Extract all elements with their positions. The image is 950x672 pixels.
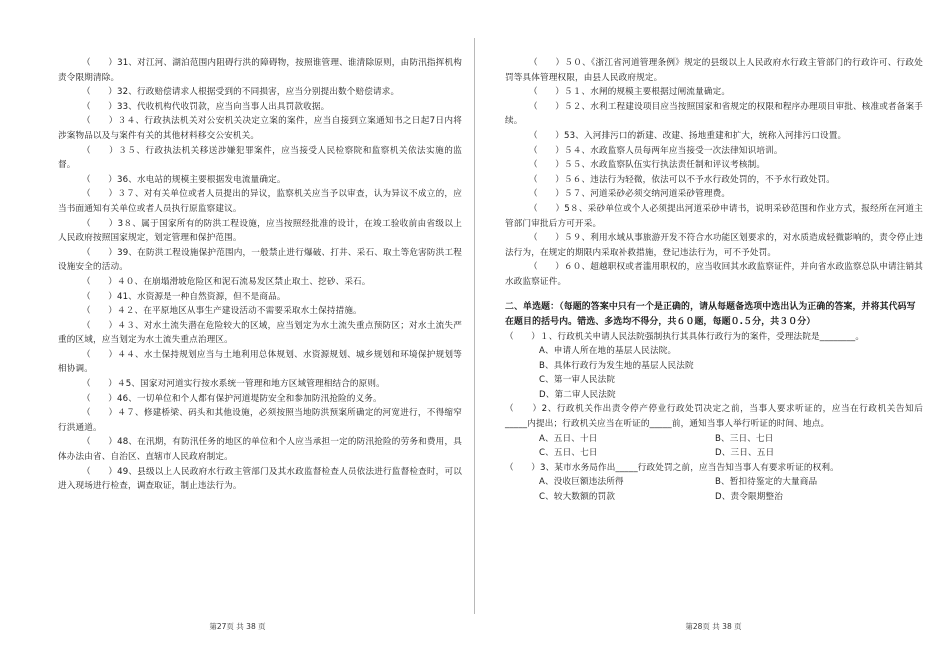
question-38: （ ）3８、属于国家所有的防洪工程设施，应当按照经批准的设计，在竣工验收前由省级以上人民政府按照国家规定，划定管理和保护范围。 xyxy=(58,218,462,244)
question-33: （ ）33、代收机构代收罚款，应当向当事人出具罚款收据。 xyxy=(82,101,330,112)
mc3-option-b: B、暂扣待鉴定的大量商品 xyxy=(715,477,818,488)
question-39: （ ）39、在防洪工程设施保护范围内，一般禁止进行爆破、打井、采石、取土等危害防洪工程设施安全的活动。 xyxy=(58,247,462,273)
mc2-option-c: C、五日、七日 xyxy=(539,448,598,459)
mc1-option-c: C、第一审人民法院 xyxy=(539,375,616,386)
question-53: （ ）53、入河排污口的新建、改建、扬地重建和扩大，统称入河排污口设置。 xyxy=(529,130,847,141)
question-57: （ ）５７、河道采砂必须交纳河道采砂管理费。 xyxy=(529,189,731,200)
mc2-option-a: A、五日、十日 xyxy=(539,433,598,444)
mc1-option-b: B、具体行政行为发生地的基层人民法院 xyxy=(539,360,694,371)
question-41: （ ）41、水资源是一种自然资源，但不是商品。 xyxy=(82,291,286,302)
question-50: （ ）５０、《浙江省河道管理条例》规定的县级以上人民政府水行政主管部门的行政许可、行政处罚等具体管理权限，由县人民政府规定。 xyxy=(505,58,923,83)
question-42: （ ）４２、在平原地区从事生产建设活动不需要采取水土保持措施。 xyxy=(82,306,362,317)
question-35: （ ）３５、行政执法机关移送涉嫌犯罪案件，应当接受人民检察院和监察机关依法实施的监督。 xyxy=(58,145,462,171)
question-52: （ ）５２、水利工程建设项目应当按照国家和省规定的权限和程序办理项目审批、核准或者备案手续。 xyxy=(505,101,923,127)
mc3-option-a: A、没收巨额违法所得 xyxy=(539,477,624,488)
mc2-options-row-2 xyxy=(539,446,923,461)
mc2-option-b: B、三日、七日 xyxy=(715,433,774,444)
question-55: （ ）５５、水政监察队伍实行执法责任制和评议考核制。 xyxy=(529,160,766,171)
question-49: （ ）49、县级以上人民政府水行政主管部门及其水政监督检查人员依法进行监督检查时，可以进入现场进行检查，调查取证，制止违法行为。 xyxy=(58,466,462,492)
question-59: （ ）５９、利用水域从事旅游开发不符合水功能区划要求的，对水质造成轻微影响的，责令停止违法行为，在规定的期限内采取补救措施，登记违法行为，可不予处罚。 xyxy=(505,233,923,258)
right-page xyxy=(477,0,950,672)
right-page-content xyxy=(505,56,923,505)
page-number-left: 第27页 共 38 页 xyxy=(209,622,266,631)
mc2-options-row-1 xyxy=(539,432,923,447)
mc3-option-c: C、较大数额的罚款 xyxy=(539,492,616,503)
mc-question-2: （ ）2、行政机关作出责令停产停业行政处罚决定之前，当事人要求听证的，应当在行政机关告知后_____内提出；行政机关应当在听证的_____前，通知当事人举行听证的时间、地点。 xyxy=(505,404,923,430)
mc3-options-row-1 xyxy=(539,475,923,490)
question-46: （ ）46、一切单位和个人都有保护河道堤防安全和参加防汛抢险的义务。 xyxy=(82,393,382,404)
mc-question-1: （ ）１、行政机关申请人民法院强制执行其具体行政行为的案件，受理法院是________。 xyxy=(505,331,865,342)
section-title-single-choice: 二、单选题：（每题的答案中只有一个是正确的，请从每题备选项中选出认为正确的答案，并将其代码写在题目的括号内。错选、多选均不得分，共６０题，每题０.５分，共３０分） xyxy=(505,301,916,327)
mc3-options-row-2 xyxy=(539,490,923,505)
question-51: （ ）５１、水闸的规模主要根据过闸流量确定。 xyxy=(529,87,731,98)
question-48: （ ）48、在汛期，有防汛任务的地区的单位和个人应当承担一定的防汛抢险的劳务和费用，具体办法由省、自治区、直辖市人民政府制定。 xyxy=(58,437,462,463)
page-divider xyxy=(474,38,475,614)
question-34: （ ）３４、行政执法机关对公安机关决定立案的案件，应当自接到立案通知书之日起7日内将涉案物品以及与案件有关的其他材料移交公安机关。 xyxy=(58,116,462,141)
question-37: （ ）３７、对有关单位或者人员提出的异议，监察机关应当予以审查，认为异议不成立的，应当书面通知有关单位或者人员执行原监察建议。 xyxy=(58,189,462,214)
mc1-option-a: A、申请人所在地的基层人民法院。 xyxy=(539,346,677,357)
left-page-content xyxy=(58,56,462,494)
question-32: （ ）32、行政赔偿请求人根据受到的不同损害，应当分别提出数个赔偿请求。 xyxy=(82,87,400,98)
question-44: （ ）４４、水土保持规划应当与土地利用总体规划、水资源规划、城乡规划和环境保护规划等相协调。 xyxy=(58,349,462,375)
question-43: （ ）４３、对水土流失潜在危险较大的区域，应当划定为水土流失重点预防区；对水土流失严重的区域，应当划定为水土流失重点治理区。 xyxy=(58,320,462,346)
question-40: （ ）４０、在崩塌滑坡危险区和泥石流易发区禁止取土、挖砂、采石。 xyxy=(82,276,371,287)
page-number-right: 第28页 共 38 页 xyxy=(685,622,742,631)
question-60: （ ）６０、超越职权或者滥用职权的，应当收回其水政监察证件，并向省水政监察总队申请注销其水政监察证件。 xyxy=(505,262,923,287)
question-36: （ ）36、水电站的规模主要根据发电流量确定。 xyxy=(82,174,286,185)
mc-question-3: （ ）3、某市水务局作出_____行政处罚之前，应当告知当事人有要求听证的权利。 xyxy=(505,462,839,473)
question-45: （ ）４5、国家对河道实行按水系统一管理和地方区域管理相结合的原则。 xyxy=(82,379,385,390)
question-54: （ ）５４、水政监察人员每两年应当接受一次法律知识培训。 xyxy=(529,145,783,156)
question-58: （ ）5８、采砂单位或个人必须提出河道采砂申请书，说明采砂范围和作业方式，报经所在河道主管部门审批后方可开采。 xyxy=(505,203,923,229)
question-31: （ ）31、对江河、湖泊范围内阻碍行洪的障碍物，按照谁管理、谁清除原则，由防汛指挥机构责令限期清除。 xyxy=(58,58,462,83)
mc2-option-d: D、三日、五日 xyxy=(715,448,775,459)
mc1-option-d: D、第二审人民法院 xyxy=(539,389,616,400)
mc3-option-d: D、责令限期整治 xyxy=(715,492,783,503)
question-47: （ ）４７、修建桥梁、码头和其他设施，必须按照当地防洪预案所确定的河宽进行，不得缩窄行洪通道。 xyxy=(58,408,462,433)
question-56: （ ）５６、违法行为轻微，依法可以不予水行政处罚的，不予水行政处罚。 xyxy=(529,174,836,185)
